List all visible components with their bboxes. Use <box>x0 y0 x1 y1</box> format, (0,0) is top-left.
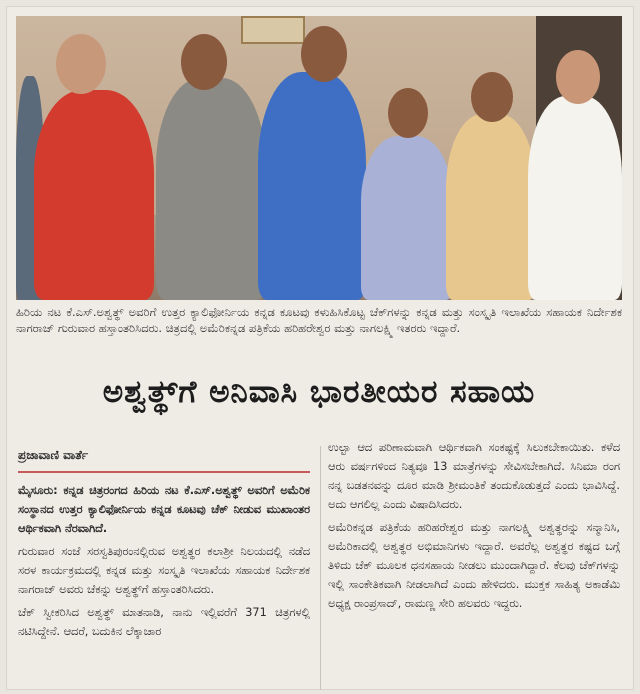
person-yellow-saree <box>446 114 536 300</box>
article-left-column <box>18 446 310 645</box>
news-photo <box>16 16 622 300</box>
paragraph: ಅಮೆರಿಕನ್ನಡ ಪತ್ರಿಕೆಯ ಹರಿಹರೇಶ್ವರ ಮತ್ತು ನಾಗಲಕ್ಷ್ಮಿ ಅಶ್ವತ್ಥರನ್ನು ಸನ್ಮಾನಿಸಿ, ಅಮೆರಿಕಾದಲ್ಲಿ ಅಶ್ವತ್ಥರ ಅಭಿಮಾನಿಗಳು ಇದ್ದಾರೆ. ಅವರೆಲ್ಲ ಅಶ್ವತ್ಥರ ಕಷ್ಟದ ಬಗ್ಗೆ ತಿಳಿದು ಚೆಕ್ ಮೂಲಕ ಧನಸಹಾಯ ನೀಡಲು ಮುಂದಾಗಿದ್ದಾರೆ. ಕೆಲವು ಚೆಕ್‌ಗಳನ್ನು ಇಲ್ಲಿ ಸಾಂಕೇತಿಕವಾಗಿ ನೀಡಲಾಗಿದೆ ಎಂದು ಹೇಳಿದರು. ಮುಕ್ತಕ ಸಾಹಿತ್ಯ ಅಕಾಡೆಮಿ ಅಧ್ಯಕ್ಷ ರಾಂಪ್ರಸಾದ್, ರಾಮಣ್ಣ ಸೇರಿ ಹಲವರು ಇದ್ದರು. <box>328 521 620 610</box>
wall-frame <box>241 16 305 44</box>
paragraph: ಮೈಸೂರು: ಕನ್ನಡ ಚಿತ್ರರಂಗದ ಹಿರಿಯ ನಟ ಕೆ.ಎಸ್.ಅಶ್ವತ್ಥ್ ಅವರಿಗೆ ಅಮೆರಿಕ ಸಂಸ್ಥಾನದ ಉತ್ತರ ಕ್ಯಾಲಿಫೋರ್ನಿಯ ಕನ್ನಡ ಕೂಟವು ಚೆಕ್ ನೀಡುವ ಮುಖಾಂತರ ಆರ್ಥಿಕವಾಗಿ ನೆರವಾಗಿದೆ. <box>18 484 310 535</box>
photo-caption: ಹಿರಿಯ ನಟ ಕೆ.ಎಸ್.ಅಶ್ವತ್ಥ್ ಅವರಿಗೆ ಉತ್ತರ ಕ್ಯಾಲಿಫೋರ್ನಿಯ ಕನ್ನಡ ಕೂಟವು ಕಳುಹಿಸಿಕೊಟ್ಟ ಚೆಕ್‌ಗಳನ್ನು ಕನ್ನಡ ಮತ್ತು ಸಂಸ್ಕೃತಿ ಇಲಾಖೆಯ ಸಹಾಯಕ ನಿರ್ದೇಶಕ ನಾಗರಾಜ್ ಗುರುವಾರ ಹಸ್ತಾಂತರಿಸಿದರು. ಚಿತ್ರದಲ್ಲಿ ಅಮೆರಿಕನ್ನಡ ಪತ್ರಿಕೆಯ ಹರಿಹರೇಶ್ವರ ಮತ್ತು ನಾಗಲಕ್ಷ್ಮಿ ಇತರರು ಇದ್ದಾರೆ. <box>16 305 622 335</box>
byline: ಪ್ರಜಾವಾಣಿ ವಾರ್ತೆ <box>18 446 310 473</box>
headline: ಅಶ್ವತ್ಥ್‌ಗೆ ಅನಿವಾಸಿ ಭಾರತೀಯರ ಸಹಾಯ <box>102 374 536 410</box>
person-blue-shirt <box>258 72 366 300</box>
article-right-column <box>328 438 620 617</box>
person-red-shirt <box>34 90 154 300</box>
person-grey-shirt <box>156 78 266 300</box>
newspaper-clipping <box>6 6 634 690</box>
column-divider <box>320 446 321 690</box>
person-saree <box>361 136 453 300</box>
person-white-shirt <box>528 96 622 300</box>
paragraph: ಉಲ್ಟಾ ಆದ ಪರಿಣಾಮವಾಗಿ ಆರ್ಥಿಕವಾಗಿ ಸಂಕಷ್ಟಕ್ಕೆ ಸಿಲುಕಬೇಕಾಯಿತು. ಕಳೆದ ಆರು ವರ್ಷಗಳಿಂದ ನಿತ್ಯವೂ 13 ಮಾತ್ರೆಗಳನ್ನು ಸೇವಿಸಬೇಕಾಗಿದೆ. ಸಿನಿಮಾ ರಂಗ ನನ್ನ ಬಡತನವನ್ನು ದೂರ ಮಾಡಿ ಶ್ರೀಮಂತಿಕೆ ತಂದುಕೊಡುತ್ತದೆ ಎಂದು ಭಾವಿಸಿದ್ದೆ. ಅದು ಆಗಲಿಲ್ಲ ಎಂದು ವಿಷಾದಿಸಿದರು. <box>328 441 620 511</box>
paragraph: ಚೆಕ್ ಸ್ವೀಕರಿಸಿದ ಅಶ್ವತ್ಥ್ ಮಾತನಾಡಿ, ನಾನು ಇಲ್ಲಿವರೆಗೆ 371 ಚಿತ್ರಗಳಲ್ಲಿ ನಟಿಸಿದ್ದೇನೆ. ಆದರೆ, ಬದುಕಿನ ಲೆಕ್ಕಾಚಾರ <box>18 606 310 638</box>
paragraph: ಗುರುವಾರ ಸಂಜೆ ಸರಸ್ವತಿಪುರಂನಲ್ಲಿರುವ ಅಶ್ವತ್ಥರ ಕಲಾಶ್ರೀ ನಿಲಯದಲ್ಲಿ ನಡೆದ ಸರಳ ಕಾರ್ಯಕ್ರಮದಲ್ಲಿ ಕನ್ನಡ ಮತ್ತು ಸಂಸ್ಕೃತಿ ಇಲಾಖೆಯ ಸಹಾಯಕ ನಿರ್ದೇಶಕ ನಾಗರಾಜ್ ಅವರು ಚೆಕನ್ನು ಅಶ್ವತ್ಥ್‌ಗೆ ಹಸ್ತಾಂತರಿಸಿದರು. <box>18 545 310 596</box>
